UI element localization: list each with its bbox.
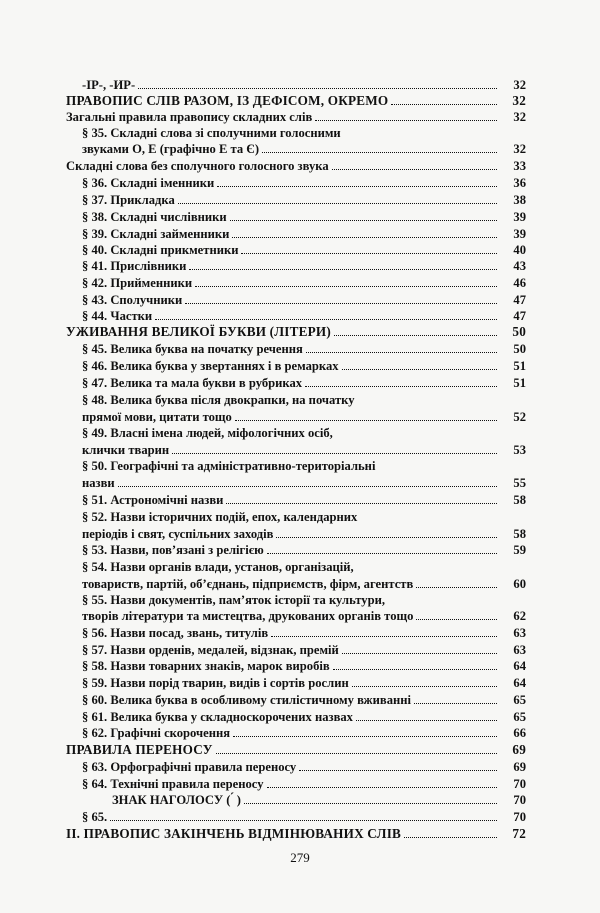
toc-entry-title: § 63. Орфографічні правила переносу [82,760,297,774]
toc-entry-page: 32 [513,110,526,124]
toc-entry[interactable] [0,341,600,357]
toc-entry[interactable] [0,158,600,174]
toc-entry[interactable] [0,509,600,525]
toc-entry-title: назви [82,476,115,490]
dot-leader [178,203,497,204]
toc-entry-title: товариств, партій, об’єднань, підприємств, фірм, агентств [82,577,414,591]
page-number: 279 [290,850,310,865]
toc-entry-page: 50 [513,342,526,356]
dot-leader [226,503,497,504]
toc-entry-page: 65 [513,710,526,724]
toc-entry[interactable] [0,242,600,258]
toc-entry[interactable] [0,592,600,608]
toc-entry[interactable] [0,209,600,225]
toc-entry-title: § 64. Технічні правила переносу [82,777,264,791]
toc-entry[interactable] [0,826,600,842]
dot-leader [244,803,497,804]
toc-entry-page: 62 [513,609,526,623]
toc-entry[interactable] [0,542,600,558]
dot-leader [305,386,497,387]
toc-entry-page: 70 [513,810,526,824]
dot-leader [306,352,497,353]
toc-entry[interactable] [0,692,600,708]
toc-entry-title: прямої мови, цитати тощо [82,410,232,424]
toc-entry-page: 58 [513,527,526,541]
toc-entry[interactable] [0,308,600,324]
toc-entry-page: 69 [512,742,526,757]
toc-entry-title: § 55. Назви документів, пам’яток історії та культури, [82,593,386,607]
toc-entry-page: 51 [513,376,526,390]
toc-entry[interactable] [0,776,600,792]
toc-entry-title: § 60. Велика буква в особливому стилістичному вживанні [82,693,412,707]
toc-entry-page: 39 [513,227,526,241]
toc-entry[interactable] [0,725,600,741]
dot-leader [241,253,497,254]
toc-entry-page: 52 [513,410,526,424]
toc-entry[interactable] [0,392,600,408]
toc-entry[interactable] [0,742,600,758]
toc-entry-page: 32 [513,78,526,92]
dot-leader [233,736,497,737]
toc-entry[interactable] [0,759,600,775]
toc-entry[interactable] [0,608,600,624]
toc-entry[interactable] [0,141,600,157]
toc-entry-page: 55 [513,476,526,490]
toc-entry[interactable] [0,709,600,725]
toc-entry-page: 38 [513,193,526,207]
toc-entry[interactable] [0,324,600,340]
dot-leader [172,453,497,454]
toc-entry-title: § 51. Астрономічні назви [82,493,224,507]
dot-leader [334,335,497,336]
dot-leader [230,220,497,221]
dot-leader [155,319,497,320]
toc-entry-title: § 40. Складні прикметники [82,243,239,257]
toc-entry-page: 72 [512,826,526,841]
toc-entry-title: § 43. Сполучники [82,293,183,307]
toc-entry-page: 33 [513,159,526,173]
dot-leader [416,619,497,620]
toc-entry-title: § 44. Частки [82,309,153,323]
toc-entry-title: § 59. Назви порід тварин, видів і сортів рослин [82,676,349,690]
toc-entry[interactable] [0,109,600,125]
toc-entry-page: 32 [512,93,526,108]
toc-entry[interactable] [0,792,600,808]
dot-leader [333,669,497,670]
toc-entry[interactable] [0,576,600,592]
toc-entry-title: § 49. Власні імена людей, міфологічних осіб, [82,426,333,440]
toc-entry-page: 36 [513,176,526,190]
toc-entry[interactable] [0,292,600,308]
dot-leader [276,537,497,538]
toc-entry[interactable] [0,625,600,641]
toc-entry[interactable] [0,809,600,825]
toc-entry-title: § 36. Складні іменники [82,176,215,190]
toc-entry-title: § 62. Графічні скорочення [82,726,231,740]
dot-leader [118,486,497,487]
dot-leader [232,237,497,238]
toc-entry-title: § 35. Складні слова зі сполучними голосними [82,126,341,140]
toc-entry-title: періодів і свят, суспільних заходів [82,527,274,541]
toc-entry-title: § 56. Назви посад, звань, титулів [82,626,269,640]
toc-entry-page: 39 [513,210,526,224]
dot-leader [342,653,497,654]
toc-entry-page: 40 [513,243,526,257]
dot-leader [110,820,497,821]
dot-leader [271,636,497,637]
toc-entry-page: 32 [513,142,526,156]
toc-entry-page: 51 [513,359,526,373]
dot-leader [356,720,497,721]
toc-entry[interactable] [0,226,600,242]
toc-entry-title: § 65. [82,810,108,824]
toc-entry[interactable] [0,258,600,274]
toc-entry[interactable] [0,675,600,691]
toc-entry-title: § 46. Велика буква у звертаннях і в ремарках [82,359,339,373]
toc-entry-title: ЗНАК НАГОЛОСУ ( ́ ) [112,793,241,807]
dot-leader [299,770,497,771]
toc-entry[interactable] [0,425,600,441]
dot-leader [185,303,497,304]
toc-entry[interactable] [0,125,600,141]
toc-entry-page: 63 [513,643,526,657]
toc-entry[interactable] [0,658,600,674]
toc-entry-title: § 45. Велика буква на початку речення [82,342,303,356]
toc-entry-title: ПРАВОПИС СЛІВ РАЗОМ, ІЗ ДЕФІСОМ, ОКРЕМО [66,93,389,108]
toc-entry-title: § 61. Велика буква у складноскорочених назвах [82,710,353,724]
toc-entry[interactable] [0,409,600,425]
dot-leader [235,420,497,421]
toc-entry[interactable] [0,475,600,491]
toc-entry-title: § 38. Складні числівники [82,210,227,224]
toc-entry-title: УЖИВАННЯ ВЕЛИКОЇ БУКВИ (ЛІТЕРИ) [66,324,331,339]
dot-leader [416,587,497,588]
toc-entry-page: 58 [513,493,526,507]
dot-leader [195,286,497,287]
toc-entry[interactable] [0,93,600,109]
toc-entry-title: § 39. Складні займенники [82,227,230,241]
dot-leader [342,369,497,370]
toc-entry-page: 47 [513,309,526,323]
toc-entry-page: 59 [513,543,526,557]
dot-leader [267,553,497,554]
toc-entry-title: § 48. Велика буква після двокрапки, на початку [82,393,355,407]
toc-entry-title: § 54. Назви органів влади, установ, організацій, [82,560,354,574]
toc-entry[interactable] [0,77,600,93]
toc-entry-title: § 41. Прислівники [82,259,187,273]
toc-entry[interactable] [0,175,600,191]
toc-entry-title: § 58. Назви товарних знаків, марок виробів [82,659,330,673]
toc-entry-title: творів літератури та мистецтва, друкованих органів тощо [82,609,414,623]
dot-leader [315,120,497,121]
toc-entry-title: § 50. Географічні та адміністративно-територіальні [82,459,376,473]
toc-entry-page: 47 [513,293,526,307]
toc-entry-title: Складні слова без сполучного голосного звука [66,159,329,173]
toc-entry[interactable] [0,375,600,391]
toc-entry-page: 65 [513,693,526,707]
toc-entry[interactable] [0,442,600,458]
toc-entry-title: клички тварин [82,443,170,457]
toc-entry[interactable] [0,559,600,575]
dot-leader [391,104,497,105]
toc-entry[interactable] [0,358,600,374]
toc-entry[interactable] [0,458,600,474]
toc-entry-page: 63 [513,626,526,640]
dot-leader [189,269,497,270]
toc-entry-title: § 47. Велика та мала букви в рубриках [82,376,303,390]
dot-leader [332,169,497,170]
toc-entry-page: 70 [513,777,526,791]
dot-leader [138,88,497,89]
toc-entry-page: 46 [513,276,526,290]
dot-leader [262,152,497,153]
dot-leader [217,186,497,187]
toc-entry-page: 43 [513,259,526,273]
dot-leader [352,686,497,687]
toc-entry-page: 69 [513,760,526,774]
toc-entry-page: 53 [513,443,526,457]
dot-leader [414,703,497,704]
toc-entry-page: 60 [513,577,526,591]
toc-entry-title: § 52. Назви історичних подій, епох, календарних [82,510,358,524]
toc-entry-page: 50 [512,324,526,339]
toc-entry-title: § 53. Назви, пов’язані з релігією [82,543,264,557]
toc-entry-page: 70 [513,793,526,807]
toc-entry-title: ІІ. ПРАВОПИС ЗАКІНЧЕНЬ ВІДМІНЮВАНИХ СЛІВ [66,826,402,841]
toc-entry[interactable] [0,192,600,208]
toc-entry-page: 66 [513,726,526,740]
toc-entry-title: Загальні правила правопису складних слів [66,110,313,124]
toc-entry-page: 64 [513,676,526,690]
toc-entry[interactable] [0,526,600,542]
toc-entry[interactable] [0,642,600,658]
dot-leader [404,837,497,838]
toc-entry-title: ПРАВИЛА ПЕРЕНОСУ [66,742,213,757]
toc-entry-title: звуками О, Е (графічно Е та Є) [82,142,260,156]
toc-entry-page: 64 [513,659,526,673]
toc-entry[interactable] [0,275,600,291]
dot-leader [267,787,498,788]
toc-entry-title: § 42. Прийменники [82,276,193,290]
toc-entry-title: § 57. Назви орденів, медалей, відзнак, премій [82,643,339,657]
toc-entry-title: -ІР-, -ИР- [82,78,136,92]
toc-entry-title: § 37. Прикладка [82,193,175,207]
dot-leader [216,753,497,754]
toc-entry[interactable] [0,492,600,508]
